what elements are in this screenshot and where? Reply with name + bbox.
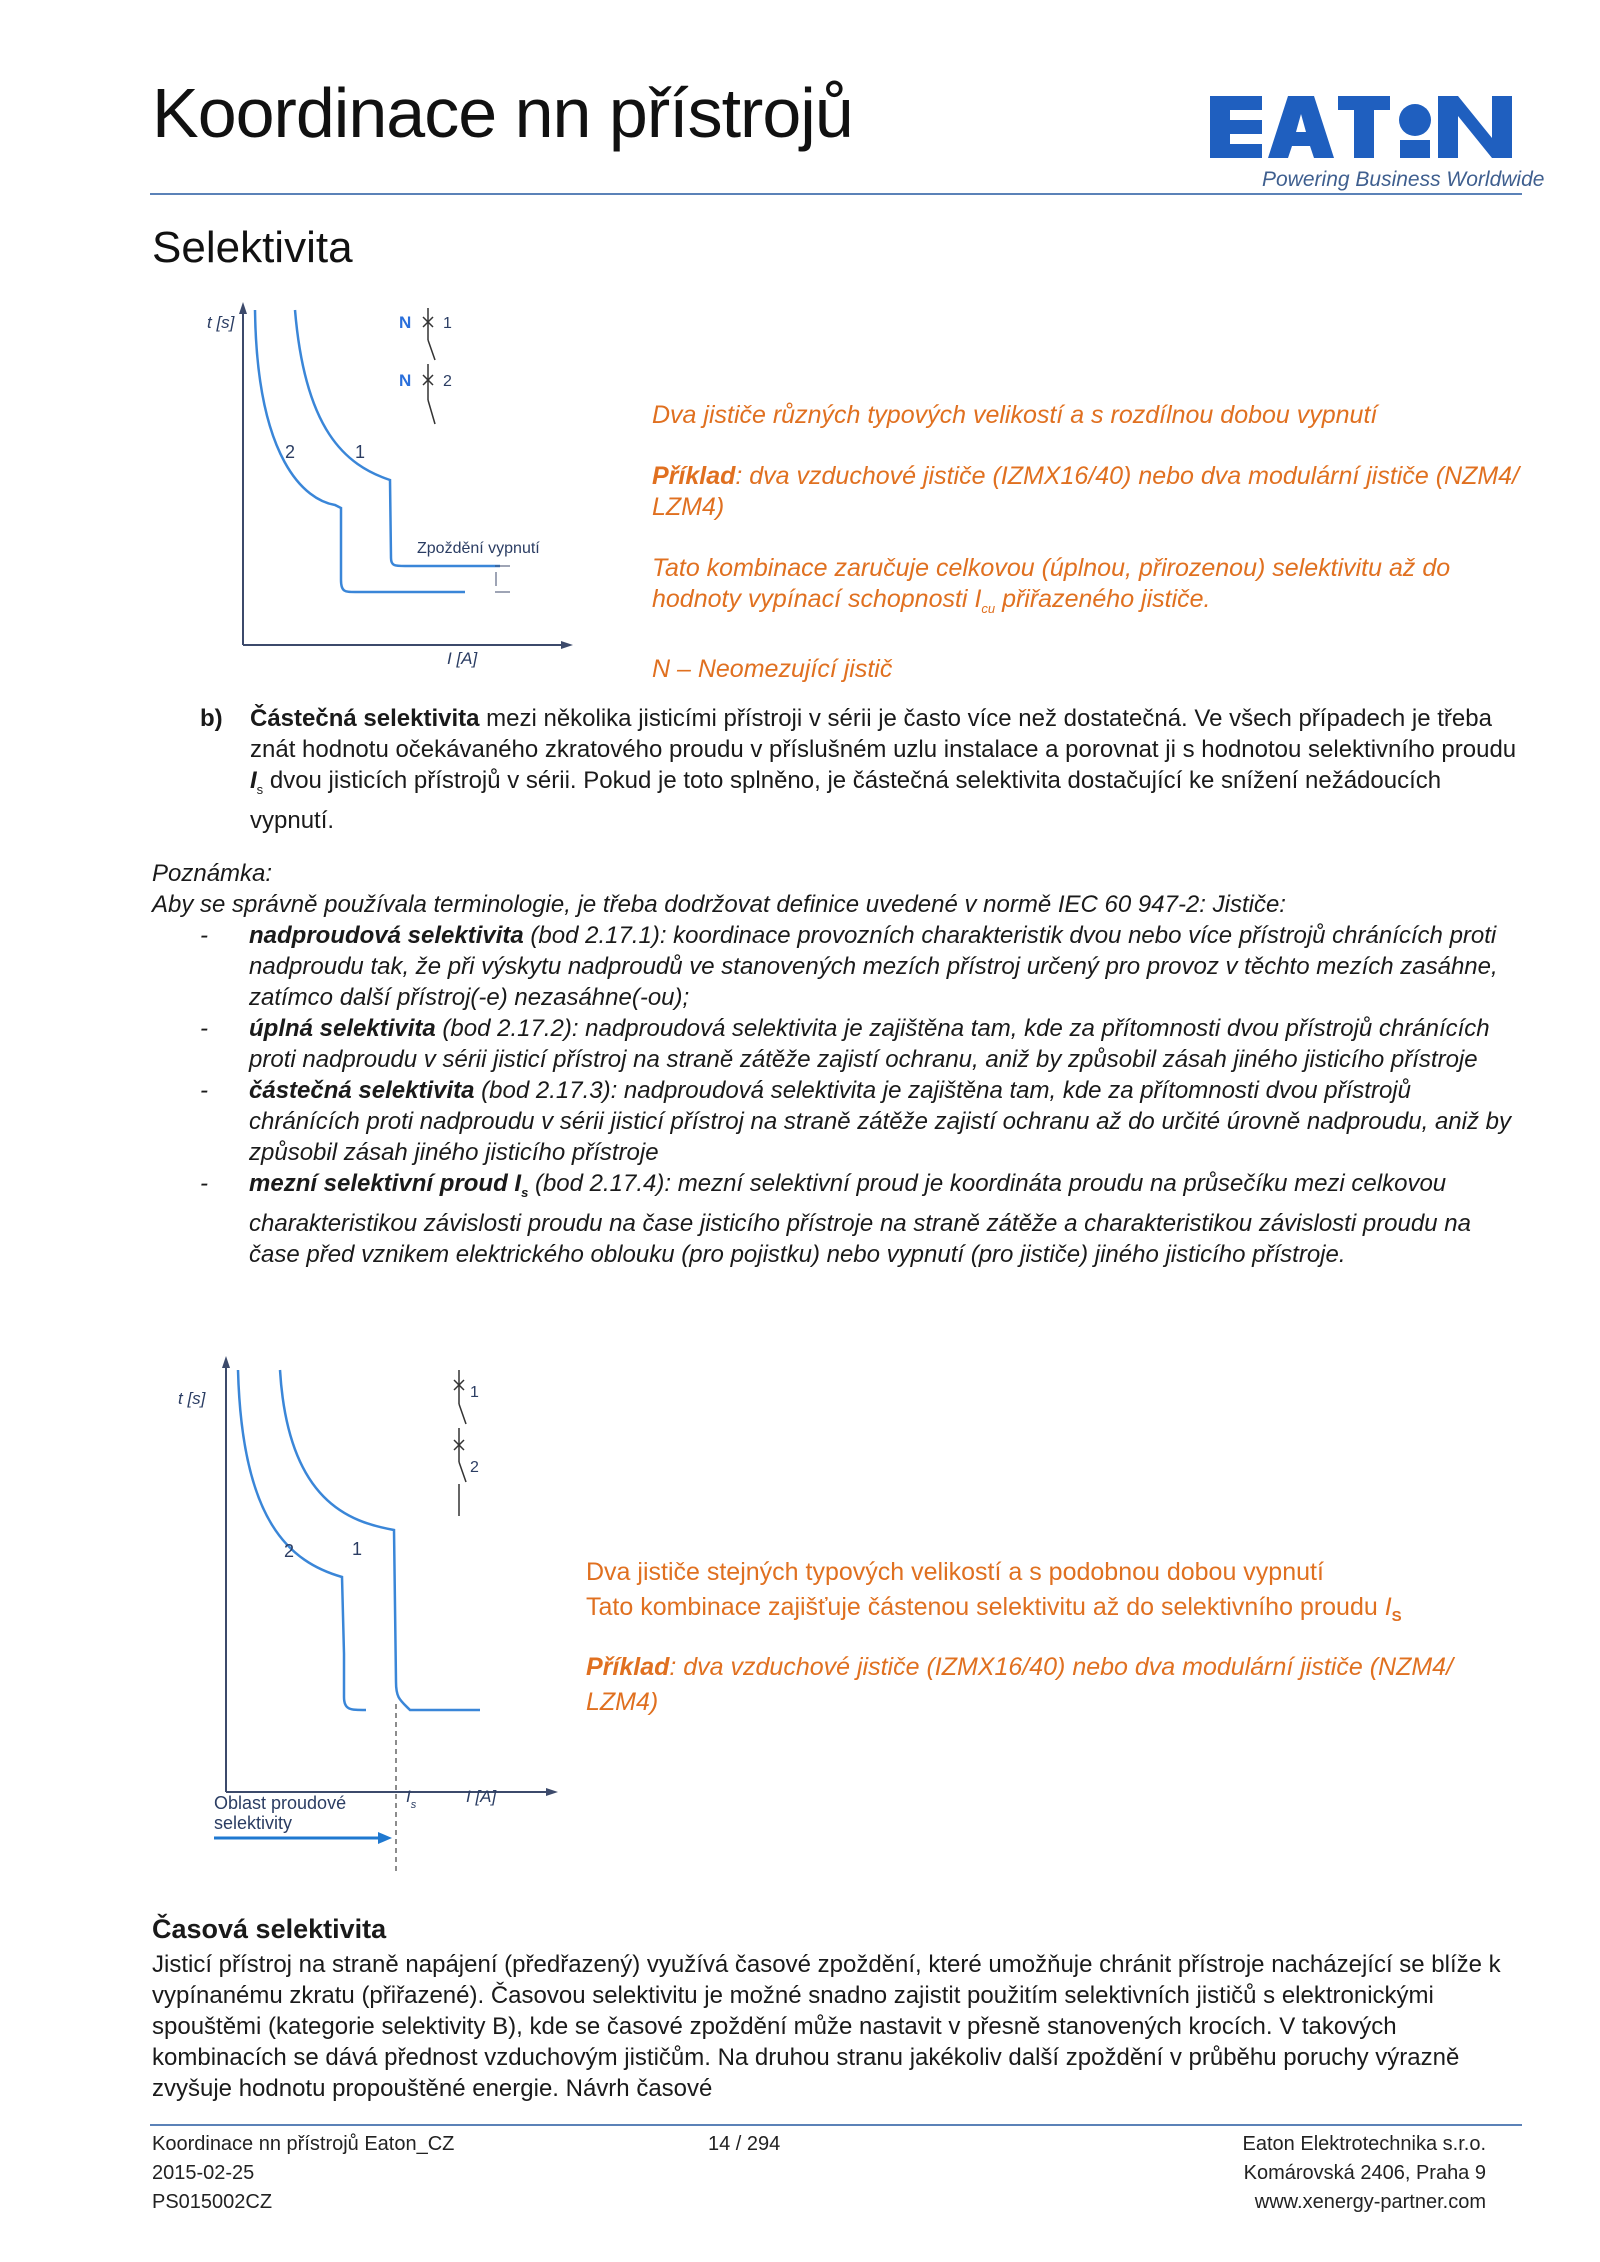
- device-2-number: 2: [470, 1459, 479, 1476]
- list-dash: -: [200, 1077, 208, 1104]
- x-axis-label: I [A]: [447, 649, 478, 668]
- footer-code: PS015002CZ: [152, 2191, 273, 2213]
- is-subscript: s: [521, 1184, 529, 1200]
- example-label: Příklad: [652, 462, 736, 490]
- page-number: 14 / 294: [708, 2133, 781, 2155]
- note-item: [152, 1013, 1512, 1075]
- curve-2-label: 2: [284, 1541, 295, 1561]
- trip-curve-diagram-2: [170, 1352, 570, 1882]
- combo-text: Tato kombinace zaručuje celkovou (úplnou, přirozenou) selektivitu až do hodnoty vypínací schopnosti: [652, 554, 1451, 613]
- note-term: nadproudová selektivita: [249, 922, 524, 949]
- device-2-number: 2: [443, 373, 452, 390]
- combo-text-end: přiřazeného jističe.: [995, 585, 1211, 613]
- device-1-number: 1: [443, 315, 452, 332]
- partial-text-1: mezi několika jisticími přístroji v sérii je často více než dostatečná. Ve všech případech je třeba znát hodnotu očekávaného zkratového proudu v příslušném uzlu instalace a porovnat ji s hodnotou selektivního proudu: [250, 705, 1517, 763]
- diagram-2-combination: [586, 1590, 1526, 1634]
- footer-company: Eaton Elektrotechnika s.r.o.: [1242, 2133, 1486, 2155]
- x-axis-arrow: [561, 641, 573, 649]
- partial-selectivity-text: [200, 703, 1520, 836]
- list-dash: -: [200, 1015, 208, 1042]
- region-label: Oblast proudové: [214, 1793, 347, 1813]
- is-label: $I_s$: [406, 1787, 417, 1811]
- time-selectivity-section: [152, 1914, 1522, 2104]
- x-axis-label: I [A]: [466, 1787, 497, 1806]
- diagram-1-description: [652, 400, 1532, 685]
- y-axis-arrow: [222, 1356, 230, 1368]
- device-1-number: 1: [470, 1384, 479, 1401]
- diagram-1-example: [652, 461, 1532, 523]
- curve-1-label: 1: [355, 442, 366, 462]
- terminology-note: [152, 858, 1512, 1270]
- icu-subscript: cu: [981, 601, 996, 616]
- device-2-type: N: [399, 371, 412, 390]
- note-term: mezní selektivní proud I: [249, 1170, 522, 1197]
- list-dash: -: [200, 922, 208, 949]
- is-symbol: I: [1384, 1593, 1392, 1621]
- footer-web: www.xenergy-partner.com: [1254, 2191, 1486, 2213]
- footer-rule: [150, 2124, 1522, 2126]
- note-term: úplná selektivita: [249, 1015, 436, 1042]
- y-axis-label: t [s]: [207, 313, 235, 332]
- breaker-1-contact: [428, 340, 435, 360]
- footer-right: [1243, 2130, 1486, 2217]
- note-item: [152, 920, 1512, 1013]
- document-title: Koordinace nn přístrojů: [152, 74, 853, 152]
- eaton-logo-mark: [1210, 90, 1520, 170]
- breaker-1-contact: [459, 1404, 466, 1424]
- footer-doc-name: Koordinace nn přístrojů Eaton_CZ: [152, 2133, 455, 2155]
- diagram-1-heading: Dva jističe různých typových velikostí a s rozdílnou dobou vypnutí: [652, 401, 1378, 429]
- partial-term: Částečná selektivita: [250, 705, 480, 732]
- example-text: : dva vzduchové jističe (IZMX16/40) nebo dva modulární jističe (NZM4/ LZM4): [586, 1653, 1454, 1716]
- trip-curve-diagram-1: [195, 300, 595, 675]
- trip-curve-1: [280, 1370, 480, 1710]
- note-label: Poznámka:: [152, 860, 273, 887]
- device-1-type: N: [399, 313, 412, 332]
- section-title: Selektivita: [152, 223, 353, 272]
- note-intro: Aby se správně používala terminologie, je třeba dodržovat definice uvedené v normě IEC 60 947-2: Jističe:: [152, 891, 1286, 918]
- footer-date: 2015-02-25: [152, 2162, 255, 2184]
- is-subscript: s: [256, 781, 264, 797]
- note-text: (bod 2.17.3): nadproudová selektivita je zajištěna tam, kde za přítomnosti dvou přístrojů chránících proti nadproudu v sérii jisticí přístroj na straně zátěže zajistí ochranu až do určité úrovně nadproudu, aniž by způsobil zásah jiného jisticího přístroje: [249, 1077, 1512, 1166]
- partial-selectivity-paragraph: [200, 703, 1520, 836]
- x-axis-arrow: [546, 1788, 558, 1796]
- is-subscript: S: [1391, 1608, 1402, 1625]
- delay-label: Zpoždění vypnutí: [417, 540, 540, 557]
- header-rule: [150, 193, 1522, 195]
- breaker-2-contact: [428, 400, 435, 424]
- note-text: (bod 2.17.1): koordinace provozních charakteristik dvou nebo více přístrojů chránících proti nadproudu tak, že při výskytu nadproudů ve stanovených mezích přístroj určený pro provoz v těchto mezích zasáhne, zatímco další přístroj(-e) nezasáhne(-ou);: [249, 922, 1498, 1011]
- list-marker: b): [200, 705, 223, 732]
- region-arrowhead: [378, 1832, 392, 1844]
- note-item: [152, 1168, 1512, 1270]
- note-item: [152, 1075, 1512, 1168]
- footer-left: [152, 2130, 454, 2217]
- diagram-2-description: [586, 1555, 1526, 1720]
- example-label: Příklad: [586, 1653, 670, 1681]
- note-text: (bod 2.17.4): mezní selektivní proud je koordináta proudu na průsečíku mezi celkovou charakteristikou závislosti proudu na čase jisticího přístroje na straně zátěže a charakteristikou závislosti proudu na čase před vznikem elektrického oblouku (pro pojistku) nebo vypnutí (pro jističe) jiného jisticího přístroje.: [249, 1170, 1471, 1268]
- example-text: : dva vzduchové jističe (IZMX16/40) nebo dva modulární jističe (NZM4/ LZM4): [652, 462, 1520, 521]
- trip-curve-1: [295, 310, 500, 566]
- curve-2-label: 2: [285, 442, 296, 462]
- trip-curve-2: [238, 1370, 366, 1710]
- list-dash: -: [200, 1170, 208, 1197]
- time-selectivity-heading: Časová selektivita: [152, 1914, 387, 1944]
- y-axis-arrow: [239, 302, 247, 314]
- footer-address: Komárovská 2406, Praha 9: [1243, 2162, 1486, 2184]
- is-symbol: I: [250, 767, 257, 794]
- breaker-2-contact: [459, 1462, 466, 1482]
- diagram-1-combination: [652, 553, 1532, 624]
- combo-text: Tato kombinace zajišťuje částenou selektivitu až do selektivního proudu: [586, 1593, 1385, 1621]
- y-axis-label: t [s]: [178, 1389, 206, 1408]
- icu-symbol: I: [974, 585, 982, 613]
- diagram-2-heading: Dva jističe stejných typových velikostí a s podobnou dobou vypnutí: [586, 1558, 1324, 1586]
- note-term: částečná selektivita: [249, 1077, 475, 1104]
- diagram-2-example: [586, 1650, 1526, 1720]
- note-text: (bod 2.17.2): nadproudová selektivita je zajištěna tam, kde za přítomnosti dvou přístrojů chránících proti nadproudu v sérii jisticí přístroj na straně zátěže zajistí ochranu, aniž by způsobil zásah jiného jisticího přístroje: [249, 1015, 1490, 1073]
- n-note: N – Neomezující jistič: [652, 655, 893, 683]
- region-label: selektivity: [214, 1813, 293, 1833]
- logo-tagline: Powering Business Worldwide: [1262, 168, 1545, 191]
- curve-1-label: 1: [352, 1539, 363, 1559]
- partial-text-2: dvou jisticích přístrojů v sérii. Pokud je toto splněno, je částečná selektivita dostačující ke snížení nežádoucích vypnutí.: [250, 767, 1442, 834]
- time-selectivity-body: Jisticí přístroj na straně napájení (předřazený) využívá časové zpoždění, které umožňuje chránit přístroje nacházející se blíže k vypínanému zkratu (přiřazené). Časovou selektivitu je možné snadno zajistit použitím selektivních jističů s elektronickými spouštěmi (kategorie selektivity B), kde se časové zpoždění může nastavit v přesně stanovených krocích. V takových kombinacích se dává přednost vzduchovým jističům. Na druhou stranu jakékoliv další zpoždění v průběhu poruchy výrazně zvyšuje hodnotu propouštěné energie. Návrh časové: [152, 1951, 1501, 2102]
